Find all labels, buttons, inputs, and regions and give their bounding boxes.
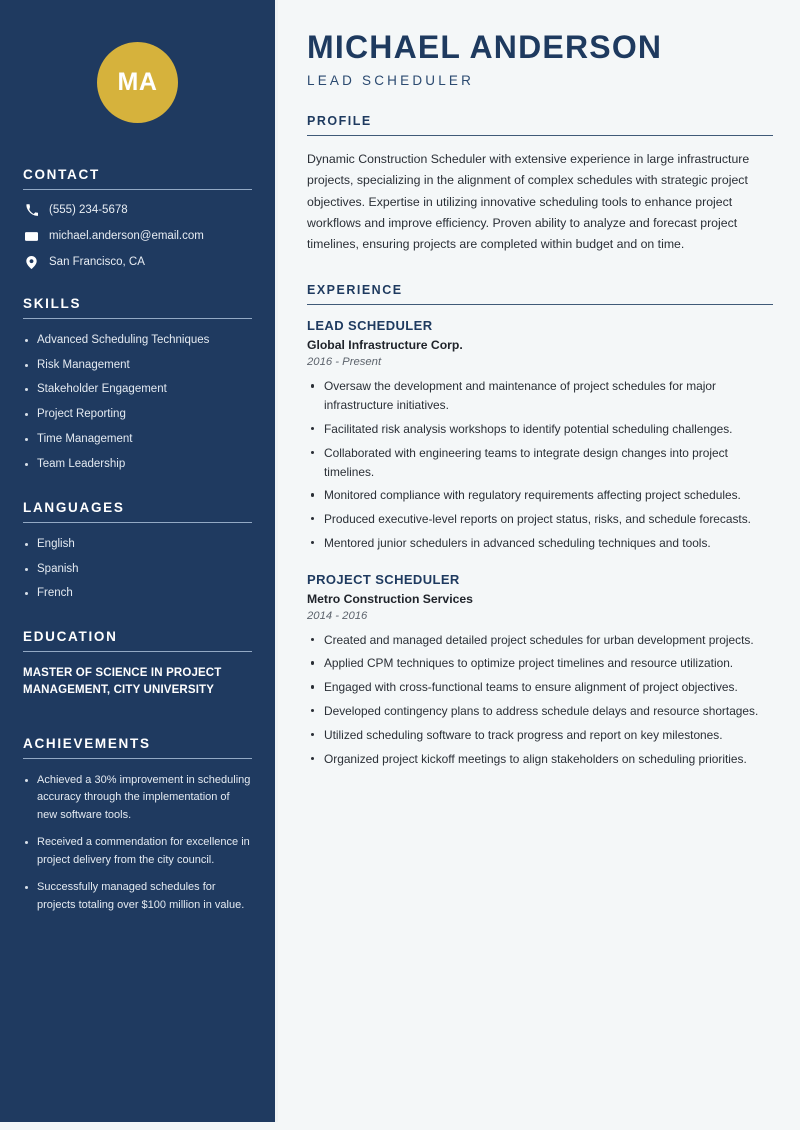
list-item: Engaged with cross-functional teams to ensure alignment of project objectives. bbox=[307, 678, 773, 697]
list-item: Produced executive-level reports on project status, risks, and schedule forecasts. bbox=[307, 510, 773, 529]
sidebar bbox=[0, 0, 278, 1122]
list-item: Team Leadership bbox=[23, 456, 252, 474]
section-experience bbox=[307, 283, 773, 769]
sidebar-section-education bbox=[23, 629, 252, 700]
contact-phone[interactable] bbox=[23, 203, 252, 218]
phone-icon bbox=[23, 204, 40, 216]
sidebar-section-languages bbox=[23, 500, 252, 603]
experience-bullet-list bbox=[307, 377, 773, 552]
experience-heading: EXPERIENCE bbox=[307, 282, 403, 297]
sidebar-section-skills bbox=[23, 296, 252, 474]
experience-company: Metro Construction Services bbox=[307, 591, 473, 606]
list-item: Created and managed detailed project schedules for urban development projects. bbox=[307, 631, 773, 650]
contact-email-value: michael.anderson@email.com bbox=[49, 229, 204, 242]
skills-list bbox=[23, 332, 252, 474]
contact-location[interactable] bbox=[23, 255, 252, 270]
skills-divider bbox=[23, 318, 252, 319]
experience-divider bbox=[307, 304, 773, 305]
email-icon bbox=[23, 230, 40, 243]
list-item: Advanced Scheduling Techniques bbox=[23, 332, 252, 350]
profile-divider bbox=[307, 135, 773, 136]
languages-heading: LANGUAGES bbox=[23, 499, 125, 515]
experience-dates: 2016 - Present bbox=[307, 356, 382, 369]
experience-job-title: LEAD SCHEDULER bbox=[307, 318, 433, 334]
languages-list bbox=[23, 536, 252, 603]
profile-text: Dynamic Construction Scheduler with extensive experience in large infrastructure projects, specializing in the alignment of complex schedules with strategic project objectives. Expertise in utilizing innovative scheduling tools to enhance project workflows and improve efficiency. Proven ability to analyze and forecast project timelines, ensuring projects are completed within budget and on time. bbox=[307, 152, 750, 251]
experience-job-title: PROJECT SCHEDULER bbox=[307, 571, 460, 587]
education-entry: MASTER OF SCIENCE IN PROJECT MANAGEMENT, CITY UNIVERSITY bbox=[23, 667, 222, 697]
job-role-subtitle: LEAD SCHEDULER bbox=[307, 72, 475, 88]
contact-divider bbox=[23, 189, 252, 190]
avatar-container bbox=[23, 0, 252, 167]
list-item: Monitored compliance with regulatory requirements affecting project schedules. bbox=[307, 486, 773, 505]
sidebar-section-achievements bbox=[23, 736, 252, 915]
contact-phone-value: (555) 234-5678 bbox=[49, 204, 128, 216]
contact-list bbox=[23, 203, 252, 270]
list-item: Applied CPM techniques to optimize project timelines and resource utilization. bbox=[307, 654, 773, 673]
list-item: Risk Management bbox=[23, 357, 252, 375]
experience-bullet-list bbox=[307, 631, 773, 769]
achievements-heading: ACHIEVEMENTS bbox=[23, 735, 151, 751]
profile-heading: PROFILE bbox=[307, 113, 372, 128]
skills-heading: SKILLS bbox=[23, 295, 82, 311]
list-item: Achieved a 30% improvement in scheduling accuracy through the implementation of new software tools. bbox=[23, 772, 252, 825]
contact-location-value: San Francisco, CA bbox=[49, 255, 145, 268]
list-item: Stakeholder Engagement bbox=[23, 381, 252, 399]
list-item: Time Management bbox=[23, 431, 252, 449]
languages-divider bbox=[23, 522, 252, 523]
experience-entry bbox=[307, 318, 773, 552]
sidebar-section-contact bbox=[23, 167, 252, 270]
list-item: Received a commendation for excellence in project delivery from the city council. bbox=[23, 834, 252, 870]
avatar-initials: MA bbox=[97, 42, 178, 123]
education-heading: EDUCATION bbox=[23, 629, 118, 645]
page-title: MICHAEL ANDERSON bbox=[307, 29, 663, 65]
experience-entry bbox=[307, 572, 773, 769]
section-profile bbox=[307, 114, 773, 255]
education-divider bbox=[23, 651, 252, 652]
achievements-divider bbox=[23, 758, 252, 759]
achievements-list bbox=[23, 772, 252, 915]
main-content bbox=[278, 0, 800, 1130]
contact-heading: CONTACT bbox=[23, 167, 100, 182]
list-item: Facilitated risk analysis workshops to identify potential scheduling challenges. bbox=[307, 420, 773, 439]
list-item: French bbox=[23, 585, 252, 603]
list-item: Organized project kickoff meetings to align stakeholders on scheduling priorities. bbox=[307, 750, 773, 769]
contact-email[interactable] bbox=[23, 229, 252, 244]
list-item: Collaborated with engineering teams to integrate design changes into project timelines. bbox=[307, 444, 773, 482]
list-item: Successfully managed schedules for projects totaling over $100 million in value. bbox=[23, 879, 252, 915]
list-item: Project Reporting bbox=[23, 406, 252, 424]
experience-dates: 2014 - 2016 bbox=[307, 609, 368, 622]
experience-company: Global Infrastructure Corp. bbox=[307, 338, 463, 353]
list-item: Oversaw the development and maintenance of project schedules for major infrastructure initiatives. bbox=[307, 377, 773, 415]
list-item: Spanish bbox=[23, 561, 252, 579]
list-item: Utilized scheduling software to track progress and report on key milestones. bbox=[307, 726, 773, 745]
location-pin-icon bbox=[23, 256, 40, 269]
list-item: English bbox=[23, 536, 252, 554]
list-item: Mentored junior schedulers in advanced scheduling techniques and tools. bbox=[307, 534, 773, 553]
list-item: Developed contingency plans to address schedule delays and resource shortages. bbox=[307, 702, 773, 721]
